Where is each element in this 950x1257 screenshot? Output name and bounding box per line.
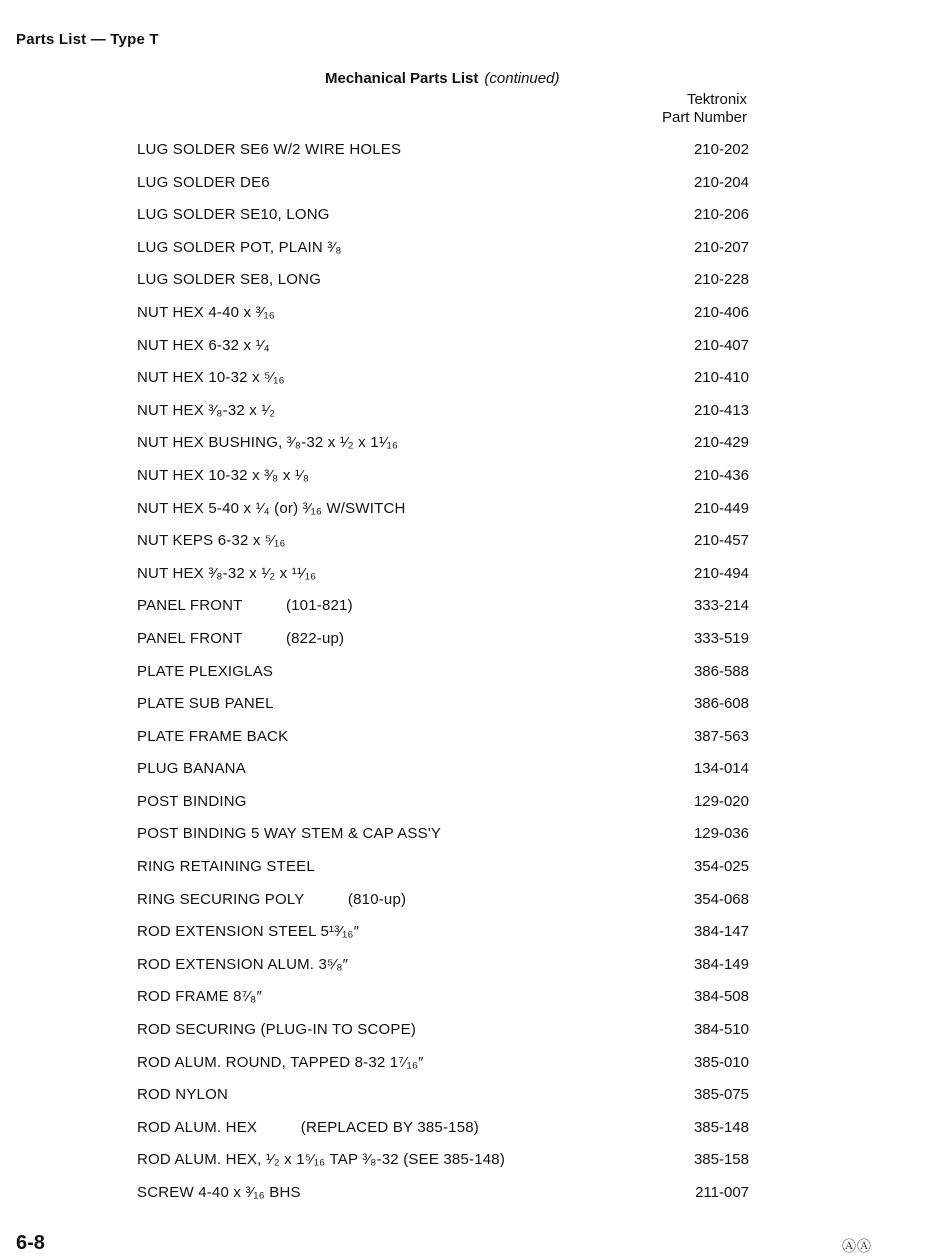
column-header-line2: Part Number [661, 109, 747, 126]
part-description: SCREW 4-40 x ³⁄₁₆ BHS [137, 1184, 301, 1201]
part-description: LUG SOLDER POT, PLAIN ³⁄₈ [137, 238, 342, 256]
part-description: POST BINDING [137, 792, 247, 810]
part-row [137, 891, 749, 924]
part-description: ROD ALUM. ROUND, TAPPED 8-32 1⁷⁄₁₆″ [137, 1053, 424, 1071]
title-continued: (continued) [484, 70, 560, 87]
part-row [137, 728, 749, 761]
part-description: PANEL FRONT (101-821) [137, 597, 353, 615]
part-number: 384-147 [693, 923, 749, 941]
part-number: 210-204 [693, 173, 749, 191]
part-row [137, 304, 749, 337]
part-number: 210-202 [693, 141, 749, 158]
part-number: 385-075 [693, 1086, 749, 1104]
part-description: NUT HEX 4-40 x ³⁄₁₆ [137, 303, 276, 321]
page-header: Parts List — Type T [16, 31, 159, 48]
part-number: 129-020 [693, 792, 749, 810]
part-row [137, 1184, 749, 1217]
part-number-column-header [662, 91, 747, 127]
part-row [137, 597, 749, 630]
part-number: 354-025 [693, 858, 749, 876]
part-row [137, 565, 749, 598]
part-row [137, 206, 749, 239]
part-description: LUG SOLDER DE6 [137, 173, 270, 191]
part-row [137, 271, 749, 304]
part-number: 210-457 [693, 532, 749, 550]
part-number: 384-508 [693, 988, 749, 1006]
part-description: LUG SOLDER SE10, LONG [137, 206, 330, 224]
part-row [137, 858, 749, 891]
part-description: LUG SOLDER SE6 W/2 WIRE HOLES [137, 141, 402, 158]
part-number: 333-214 [693, 597, 749, 615]
revision-mark: ⒶⒶ [842, 1238, 872, 1254]
part-number: 210-429 [693, 434, 749, 452]
part-number: 354-068 [693, 890, 749, 908]
part-description: ROD EXTENSION STEEL 5¹³⁄₁₆″ [137, 923, 360, 941]
part-description: LUG SOLDER SE8, LONG [137, 271, 322, 289]
part-number: 333-519 [693, 629, 749, 647]
part-row [137, 337, 749, 370]
part-row [137, 434, 749, 467]
part-row [137, 825, 749, 858]
part-description: ROD NYLON [137, 1086, 228, 1104]
part-row [137, 923, 749, 956]
part-number: 385-158 [693, 1151, 749, 1169]
part-row [137, 1086, 749, 1119]
part-description: NUT KEPS 6-32 x ⁵⁄₁₆ [137, 532, 286, 550]
part-number: 210-406 [693, 303, 749, 321]
part-description: PLUG BANANA [137, 760, 246, 778]
part-row [137, 1021, 749, 1054]
part-description: PLATE FRAME BACK [137, 727, 289, 745]
part-number: 210-413 [693, 401, 749, 419]
part-description: ROD SECURING (PLUG-IN TO SCOPE) [137, 1021, 417, 1039]
part-description: NUT HEX 10-32 x ³⁄₈ x ¹⁄₈ [137, 466, 310, 484]
part-description: RING SECURING POLY (810-up) [137, 890, 407, 908]
part-description: NUT HEX ³⁄₈-32 x ¹⁄₂ [137, 401, 276, 419]
part-row [137, 239, 749, 272]
parts-list [137, 141, 749, 1217]
part-description: NUT HEX 10-32 x ⁵⁄₁₆ [137, 369, 285, 387]
part-row [137, 369, 749, 402]
part-row [137, 760, 749, 793]
part-row [137, 402, 749, 435]
part-row [137, 532, 749, 565]
part-row [137, 695, 749, 728]
part-row [137, 141, 749, 174]
part-row [137, 1151, 749, 1184]
part-row [137, 988, 749, 1021]
part-row [137, 630, 749, 663]
part-description: POST BINDING 5 WAY STEM & CAP ASS'Y [137, 825, 442, 843]
page-number: 6-8 [16, 1232, 45, 1254]
part-number: 210-436 [693, 466, 749, 484]
part-number: 387-563 [693, 727, 749, 745]
part-row [137, 1054, 749, 1087]
section-title [325, 70, 559, 87]
part-row [137, 174, 749, 207]
part-description: NUT HEX 5-40 x ¹⁄₄ (or) ³⁄₁₆ W/SWITCH [137, 499, 406, 517]
part-number: 210-228 [693, 271, 749, 289]
part-row [137, 663, 749, 696]
part-description: PLATE SUB PANEL [137, 695, 274, 713]
part-row [137, 500, 749, 533]
part-number: 386-588 [693, 662, 749, 680]
part-number: 210-494 [693, 564, 749, 582]
part-description: RING RETAINING STEEL [137, 858, 315, 876]
part-description: NUT HEX BUSHING, ³⁄₈-32 x ¹⁄₂ x 1¹⁄₁₆ [137, 434, 399, 452]
part-row [137, 1119, 749, 1152]
part-description: ROD ALUM. HEX (REPLACED BY 385-158) [137, 1118, 479, 1136]
part-row [137, 956, 749, 989]
part-row [137, 793, 749, 826]
part-number: 134-014 [693, 760, 749, 778]
part-number: 384-149 [693, 955, 749, 973]
part-description: PANEL FRONT (822-up) [137, 629, 345, 647]
part-description: PLATE PLEXIGLAS [137, 662, 274, 680]
part-number: 385-010 [693, 1053, 749, 1071]
part-number: 210-207 [693, 238, 749, 256]
part-description: NUT HEX ³⁄₈-32 x ¹⁄₂ x ¹¹⁄₁₆ [137, 564, 317, 582]
part-number: 211-007 [695, 1184, 749, 1201]
part-description: NUT HEX 6-32 x ¹⁄₄ [137, 336, 270, 354]
part-description: ROD ALUM. HEX, ¹⁄₂ x 1⁵⁄₁₆ TAP ³⁄₈-32 (SEE 385-148) [137, 1151, 506, 1169]
part-row [137, 467, 749, 500]
part-number: 210-410 [693, 369, 749, 387]
part-number: 385-148 [693, 1118, 749, 1136]
title-main: Mechanical Parts List [325, 70, 479, 87]
part-number: 210-449 [693, 499, 749, 517]
part-number: 210-407 [693, 336, 749, 354]
column-header-line1: Tektronix [686, 91, 747, 108]
part-number: 129-036 [693, 825, 749, 843]
part-number: 210-206 [693, 206, 749, 224]
part-number: 384-510 [693, 1021, 749, 1039]
part-number: 386-608 [693, 695, 749, 713]
part-description: ROD EXTENSION ALUM. 3⁵⁄₈″ [137, 955, 349, 973]
part-description: ROD FRAME 8⁷⁄₈″ [137, 988, 262, 1006]
